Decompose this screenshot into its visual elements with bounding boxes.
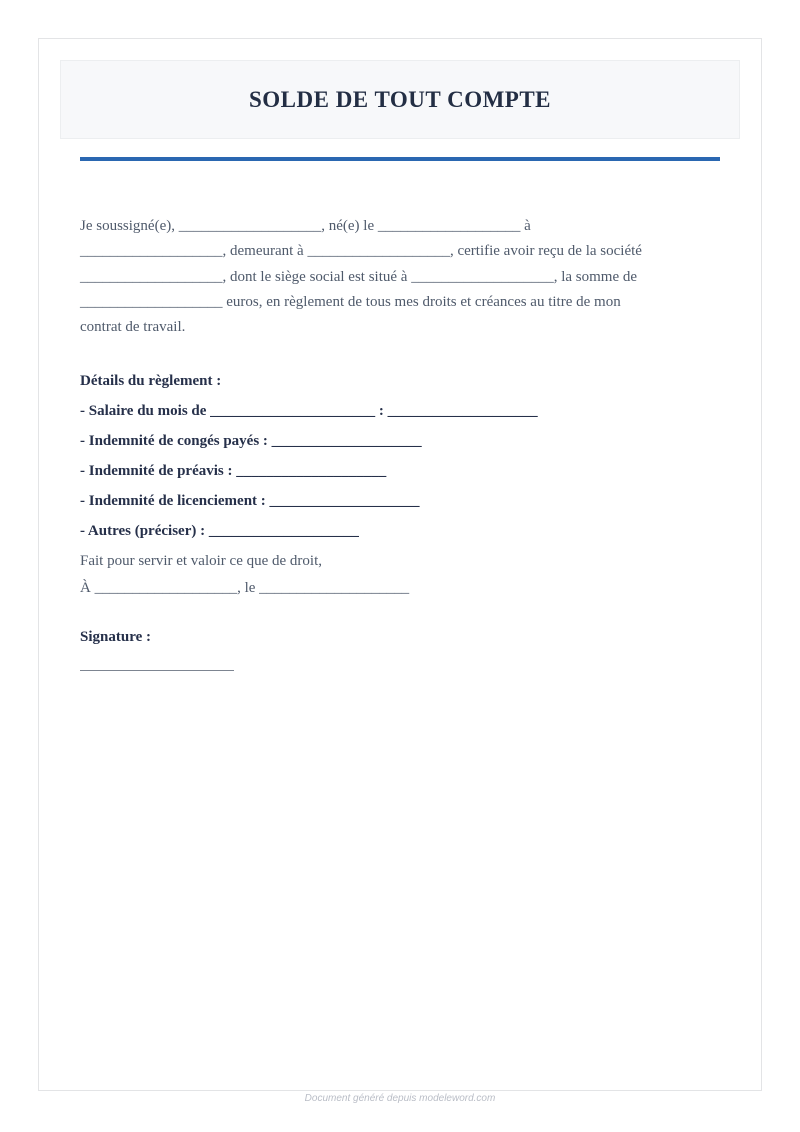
closing-statement: Fait pour servir et valoir ce que de droit, xyxy=(80,553,323,570)
accent-divider xyxy=(80,157,720,161)
place-date-line: À ___________________, le ____________________ xyxy=(80,580,410,597)
document-page xyxy=(38,38,762,1091)
signature-label: Signature : xyxy=(80,629,151,646)
intro-line: contrat de travail. xyxy=(80,319,186,336)
title-banner xyxy=(60,60,740,139)
intro-line: ___________________, dont le siège social est situé à ___________________, la somme de xyxy=(80,268,638,285)
detail-item-salary: - Salaire du mois de ______________________ : ____________________ xyxy=(80,403,538,420)
intro-line: ___________________ euros, en règlement de tous mes droits et créances au titre de mon xyxy=(80,293,621,310)
detail-item-other: - Autres (préciser) : ____________________ xyxy=(80,523,359,540)
detail-item-notice: - Indemnité de préavis : ____________________ xyxy=(80,463,387,480)
settlement-details-section xyxy=(80,366,721,576)
document-body xyxy=(80,214,721,671)
intro-paragraph xyxy=(80,214,721,340)
page-title: SOLDE DE TOUT COMPTE xyxy=(248,86,552,112)
intro-line: Je soussigné(e), ___________________, né(e) le ___________________ à xyxy=(80,218,531,234)
signature-line xyxy=(80,670,234,671)
detail-item-paid-leave: - Indemnité de congés payés : ____________________ xyxy=(80,433,422,450)
details-heading: Détails du règlement : xyxy=(80,373,222,390)
detail-item-severance: - Indemnité de licenciement : ____________________ xyxy=(80,493,420,510)
intro-line: ___________________, demeurant à ___________________, certifie avoir reçu de la société xyxy=(80,243,642,260)
footer-credit: Document généré depuis modeleword.com xyxy=(304,1093,496,1104)
